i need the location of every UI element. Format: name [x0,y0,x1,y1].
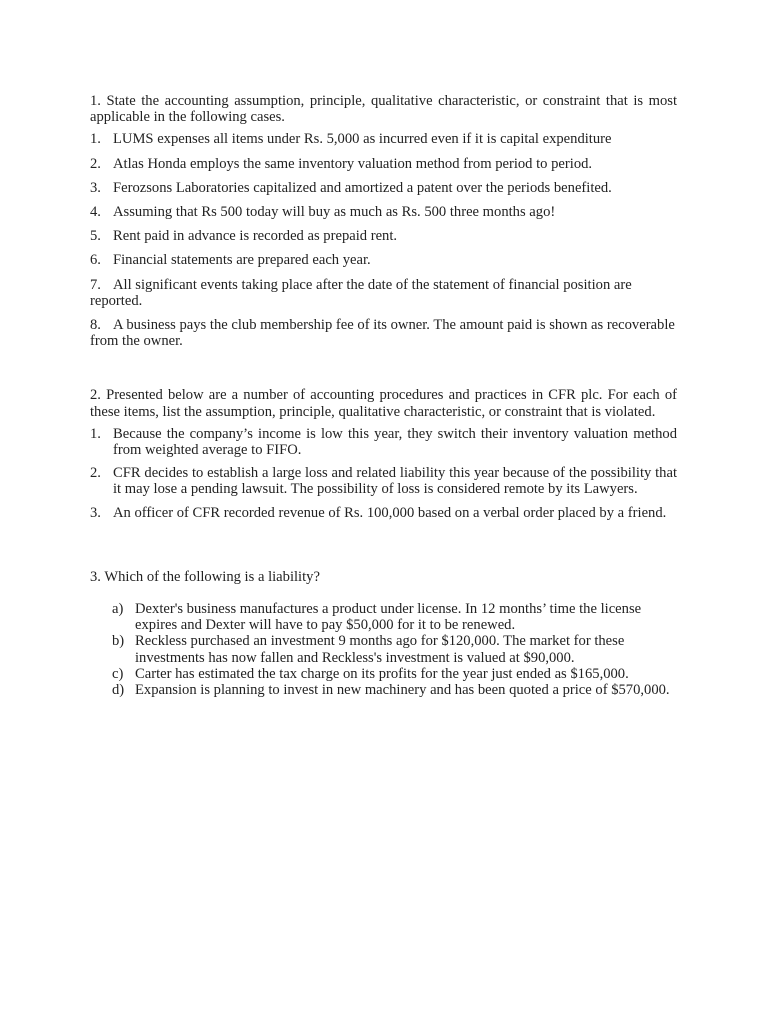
list-item [90,277,677,309]
item-text: Assuming that Rs 500 today will buy as much as Rs. 500 three months ago! [113,204,556,221]
item-number: 5. [90,228,101,245]
item-text: A business pays the club membership fee of its owner. The amount paid is shown as recoverable from the owner. [90,317,675,350]
item-text: An officer of CFR recorded revenue of Rs. 100,000 based on a verbal order placed by a friend. [113,504,667,521]
item-number: 3. [90,179,101,196]
item-text: LUMS expenses all items under Rs. 5,000 as incurred even if it is capital expenditure [113,131,612,148]
option-text: Expansion is planning to invest in new machinery and has been quoted a price of $570,000. [135,682,670,699]
question-3-intro: 3. Which of the following is a liability? [90,568,320,585]
option-letter: d) [112,682,125,699]
list-item [90,228,677,244]
list-item [90,156,677,172]
item-number: 4. [90,204,101,221]
item-text: Financial statements are prepared each year. [113,252,371,269]
item-text: Because the company’s income is low this year, they switch their inventory valuation method from weighted average to FIFO. [113,425,677,459]
item-number: 6. [90,252,101,269]
option-item [112,633,677,665]
list-item [90,131,677,147]
option-letter: c) [112,665,124,682]
list-item [90,426,677,458]
item-text: Atlas Honda employs the same inventory valuation method from period to period. [113,155,593,172]
option-item [112,666,677,682]
item-number: 7. [90,276,101,293]
list-item [90,465,677,497]
item-text: Rent paid in advance is recorded as prepaid rent. [113,228,398,245]
list-item [90,180,677,196]
question-2 [90,387,677,520]
item-text: CFR decides to establish a large loss and related liability this year because of the possibility that it may lose a pending lawsuit. The possibility of loss is considered remote by its Lawyers. [113,465,677,498]
option-letter: a) [112,601,124,618]
list-item [90,505,677,521]
item-number: 1. [90,425,101,442]
list-item [90,317,677,349]
question-1 [90,93,677,349]
item-number: 1. [90,131,101,148]
question-2-list [90,426,677,521]
item-number: 2. [90,465,101,482]
item-number: 3. [90,504,101,521]
option-item [112,682,677,698]
list-item [90,252,677,268]
question-1-intro: 1. State the accounting assumption, principle, qualitative characteristic, or constraint that is most applicable in the following cases. [90,93,677,126]
option-text: Carter has estimated the tax charge on its profits for the year just ended as $165,000. [135,665,629,682]
option-text: Dexter's business manufactures a product under license. In 12 months’ time the license expires and Dexter will have to pay $50,000 for it to be renewed. [135,601,642,634]
item-text: All significant events taking place after the date of the statement of financial position are reported. [90,276,632,309]
question-3 [90,569,677,698]
document-page [90,93,677,698]
item-text: Ferozsons Laboratories capitalized and amortized a patent over the periods benefited. [113,179,612,196]
option-text: Reckless purchased an investment 9 months ago for $120,000. The market for these investments has now fallen and Reckless's investment is valued at $90,000. [135,633,625,666]
list-item [90,204,677,220]
option-letter: b) [112,633,125,650]
item-number: 2. [90,155,101,172]
option-item [112,601,677,633]
question-2-intro: 2. Presented below are a number of accounting procedures and practices in CFR plc. For each of these items, list the assumption, principle, qualitative characteristic, or constraint that is violated. [90,387,677,420]
question-1-list [90,131,677,349]
item-number: 8. [90,317,101,334]
question-3-options [112,601,677,698]
